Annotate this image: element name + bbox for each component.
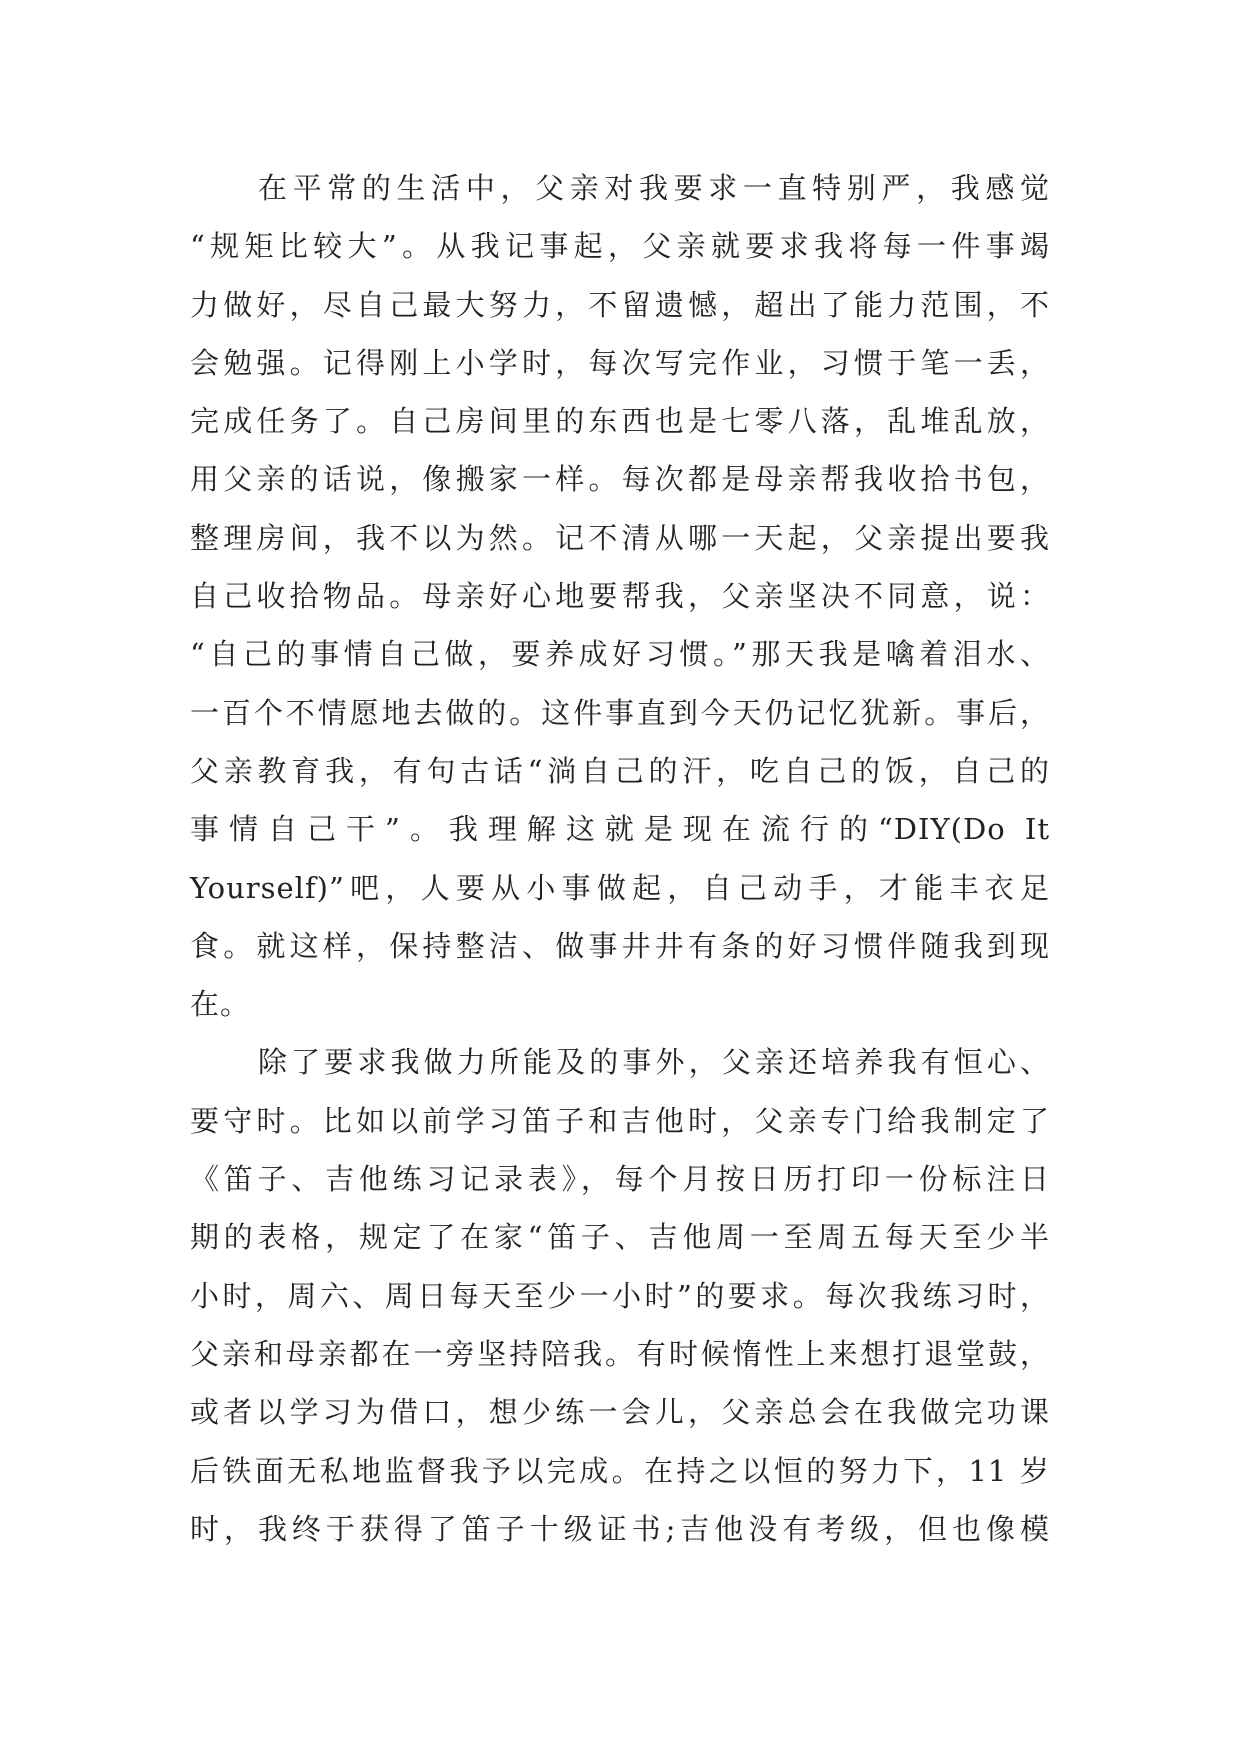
text-line: 《笛子、吉他练习记录表》，每个月按日历打印一份标注日 [190,1162,1050,1197]
text-line: 食。就这样，保持整洁、做事井井有条的好习惯伴随我到现 [190,928,1050,963]
text-line: 整理房间，我不以为然。记不清从哪一天起，父亲提出要我 [190,520,1050,555]
text-line: “自己的事情自己做，要养成好习惯。”那天我是噙着泪水、 [190,637,1050,672]
text-line: 在平常的生活中，父亲对我要求一直特别严，我感觉 [258,171,1050,205]
paragraph-1 [190,159,1050,1033]
text-line: 在。 [190,987,251,1022]
text-line: “规矩比较大”。从我记事起，父亲就要求我将每一件事竭 [190,229,1050,264]
text-line: 或者以学习为借口，想少练一会儿，父亲总会在我做完功课 [190,1395,1050,1430]
text-line: 用父亲的话说，像搬家一样。每次都是母亲帮我收拾书包， [190,462,1050,497]
text-line: 会勉强。记得刚上小学时，每次写完作业，习惯于笔一丢， [190,345,1050,380]
text-line: 小时，周六、周日每天至少一小时”的要求。每次我练习时， [190,1278,1050,1313]
text-line: 父亲和母亲都在一旁坚持陪我。有时候惰性上来想打退堂鼓， [190,1336,1050,1371]
text-line: 完成任务了。自己房间里的东西也是七零八落，乱堆乱放， [190,404,1050,439]
text-line: 期的表格，规定了在家“笛子、吉他周一至周五每天至少半 [190,1220,1050,1255]
body-text [190,159,1050,1558]
text-line: 要守时。比如以前学习笛子和吉他时，父亲专门给我制定了 [190,1103,1050,1138]
text-line: 事情自己干”。我理解这就是现在流行的“DIY(Do It [190,812,1050,847]
text-line: 自己收拾物品。母亲好心地要帮我，父亲坚决不同意，说： [190,579,1050,614]
text-line: 时，我终于获得了笛子十级证书;吉他没有考级，但也像模 [190,1511,1050,1546]
text-line: 力做好，尽自己最大努力，不留遗憾，超出了能力范围，不 [190,287,1050,322]
text-line: Yourself)”吧，人要从小事做起，自己动手，才能丰衣足 [190,870,1050,905]
paragraph-2 [190,1033,1050,1558]
text-line: 后铁面无私地监督我予以完成。在持之以恒的努力下，11 岁 [190,1453,1050,1488]
text-line: 父亲教育我，有句古话“淌自己的汗，吃自己的饭，自己的 [190,753,1050,788]
text-line: 一百个不情愿地去做的。这件事直到今天仍记忆犹新。事后， [190,695,1050,730]
text-line: 除了要求我做力所能及的事外，父亲还培养我有恒心、 [258,1045,1050,1080]
